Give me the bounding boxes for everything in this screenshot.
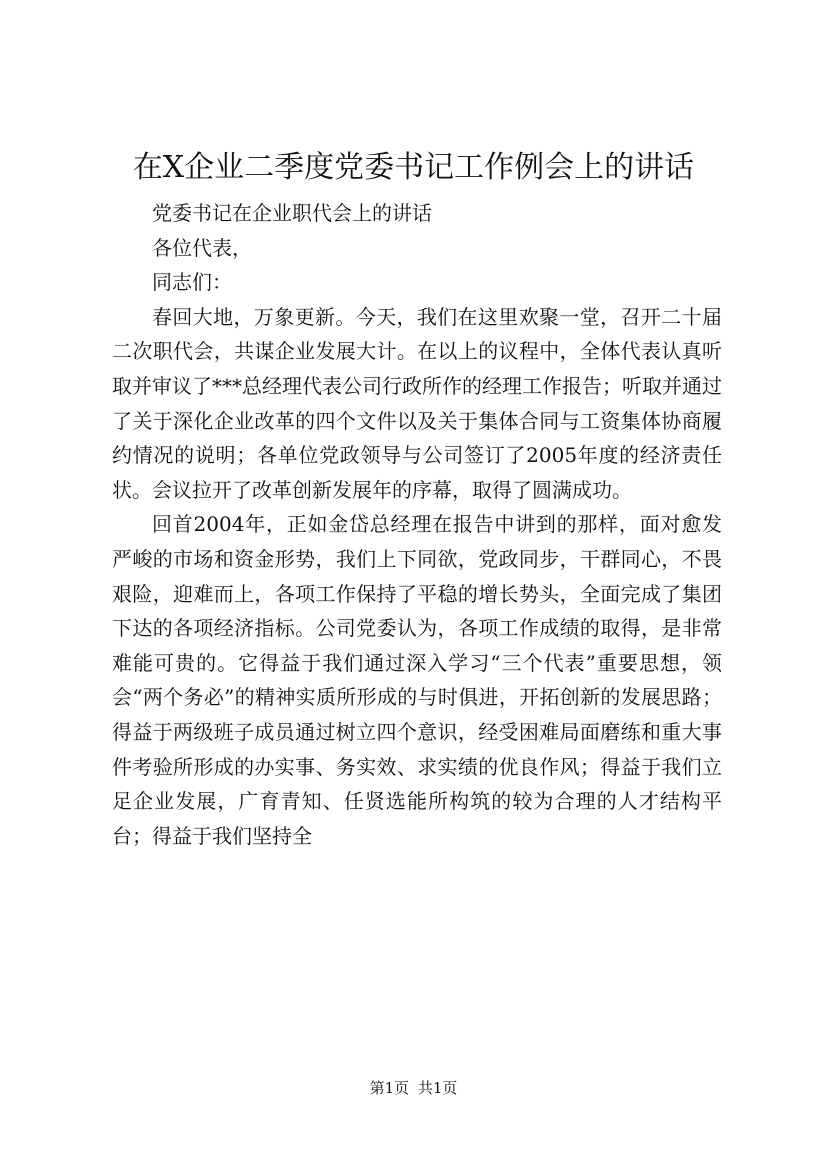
page-total: 共1页 — [417, 1079, 458, 1097]
page-number: 第1页 — [369, 1079, 410, 1097]
document-title: 在X企业二季度党委书记工作例会上的讲话 — [132, 150, 695, 185]
page-footer — [0, 1078, 827, 1098]
body-paragraph-opening: 春回大地，万象更新。今天，我们在这里欢聚一堂，召开二十届二次职代会，共谋企业发展大计。在以上的议程中，全体代表认真听取并审议了***总经理代表公司行政所作的经理工作报告；听取并通过了关于深化企业改革的四个文件以及关于集体合同与工资集体协商履约情况的说明；各单位党政领导与公司签订了2005年度的经济责任状。会议拉开了改革创新发展年的序幕，取得了圆满成功。 — [112, 304, 722, 502]
body-paragraph-review: 回首2004年，正如金岱总经理在报告中讲到的那样，面对愈发严峻的市场和资金形势，我们上下同欲，党政同步，干群同心，不畏艰险，迎难而上，各项工作保持了平稳的增长势头，全面完成了集团下达的各项经济指标。公司党委认为，各项工作成绩的取得，是非常难能可贵的。它得益于我们通过深入学习“三个代表”重要思想，领会“两个务必”的精神实质所形成的与时俱进，开拓创新的发展思路；得益于两级班子成员通过树立四个意识，经受困难局面磨练和重大事件考验所形成的办实事、务实效、求实绩的优良作风；得益于我们立足企业发展，广育青知、任贤选能所构筑的较为合理的人才结构平台；得益于我们坚持全 — [112, 512, 722, 848]
salutation-comrades: 同志们： — [152, 270, 232, 295]
salutation-representatives: 各位代表， — [152, 235, 252, 260]
document-body — [112, 196, 722, 853]
subtitle-paragraph: 党委书记在企业职代会上的讲话 — [152, 201, 432, 225]
